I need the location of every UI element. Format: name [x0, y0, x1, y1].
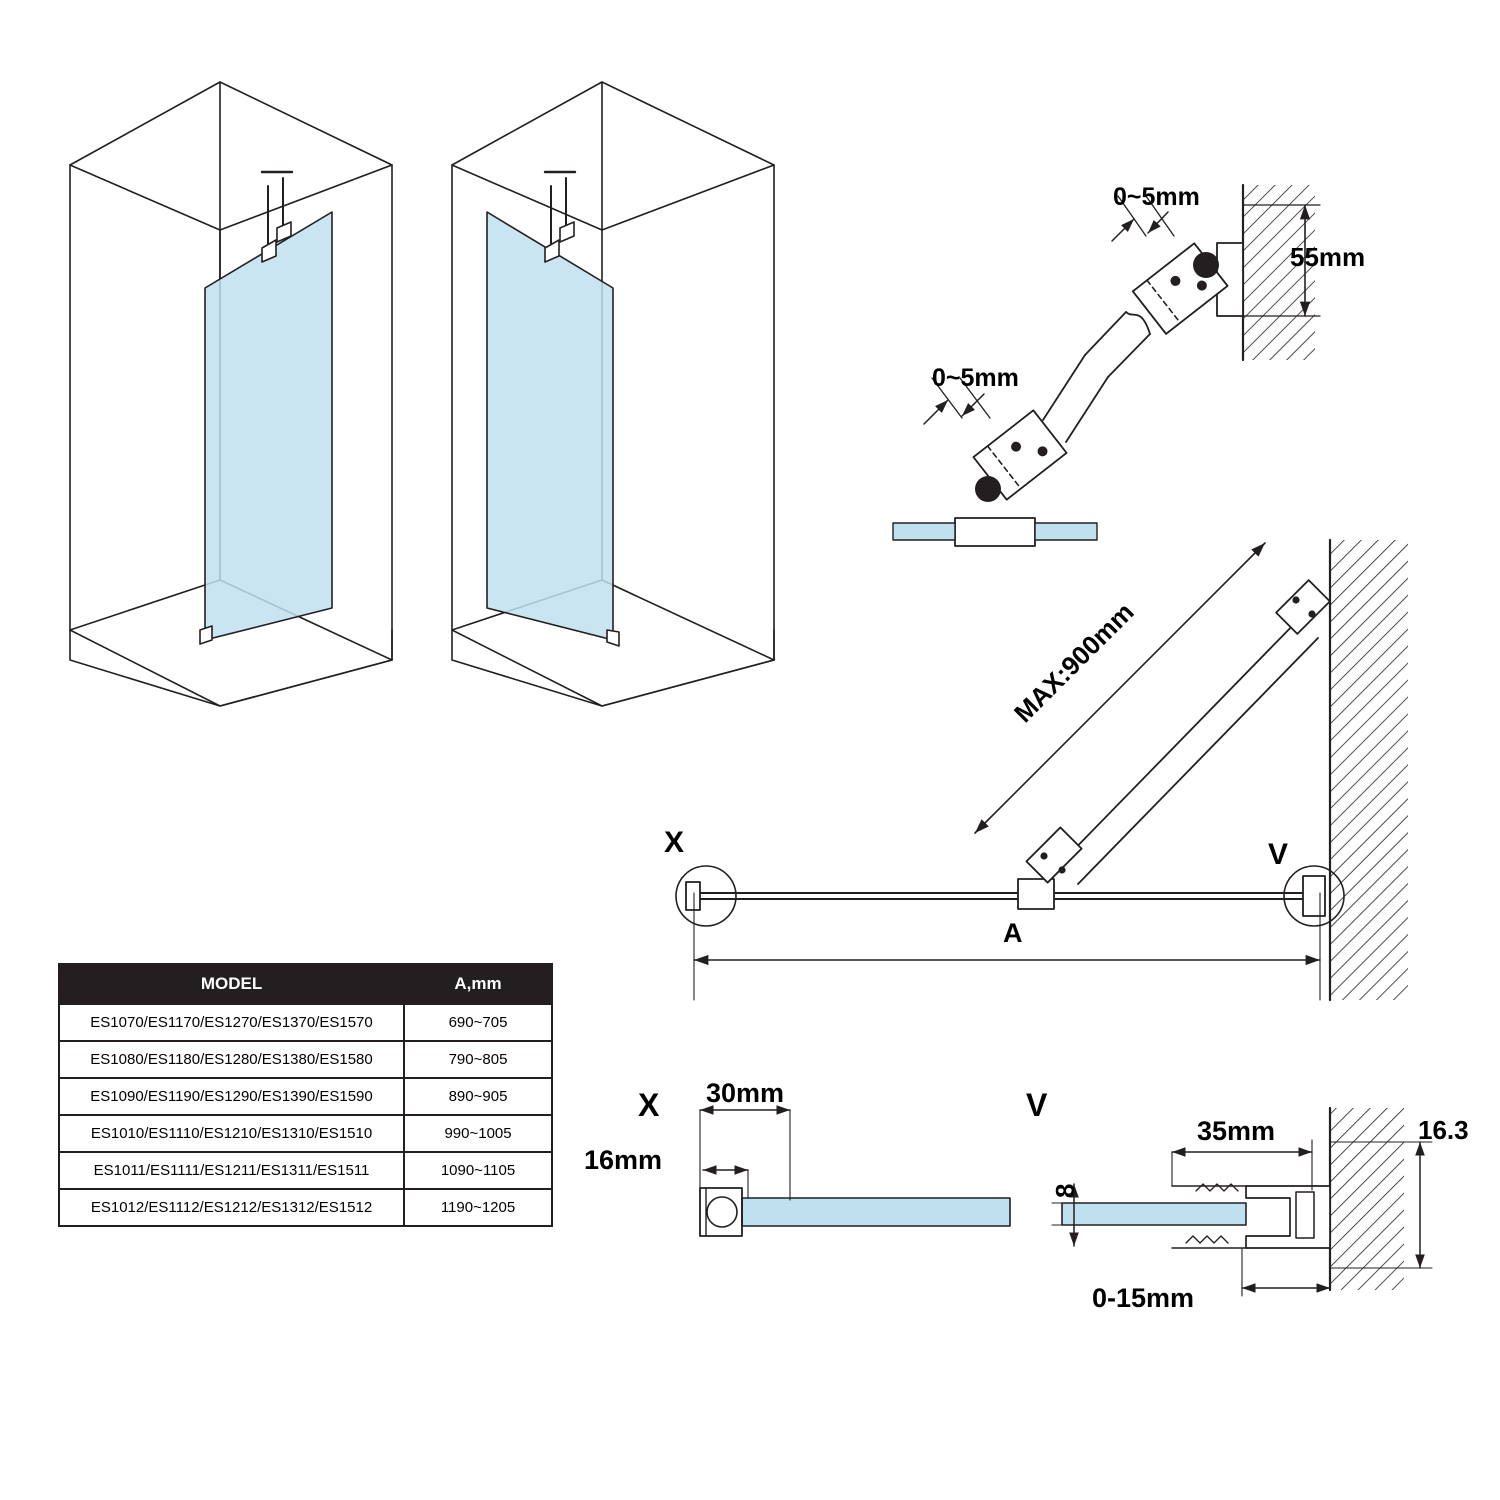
label-width-a: A — [1003, 918, 1023, 948]
cell-model: ES1070/ES1170/ES1270/ES1370/ES1570 — [59, 1004, 404, 1041]
label-gap-bottom: 0~5mm — [932, 364, 1019, 392]
detail-x — [700, 1110, 1010, 1236]
table-row — [59, 1189, 552, 1226]
table-row — [59, 1078, 552, 1115]
plan-view — [676, 540, 1408, 1000]
label-detail-x-inner-width: 16mm — [584, 1145, 663, 1175]
label-wall-plate-height: 55mm — [1290, 242, 1366, 272]
cell-model: ES1011/ES1111/ES1211/ES1311/ES1511 — [59, 1152, 404, 1189]
enclosure-view-right — [452, 82, 774, 706]
table-row — [59, 1041, 552, 1078]
cell-a: 790~805 — [404, 1041, 552, 1078]
column-header-model: MODEL — [59, 964, 404, 1004]
cell-model: ES1010/ES1110/ES1210/ES1310/ES1510 — [59, 1115, 404, 1152]
cell-model: ES1090/ES1190/ES1290/ES1390/ES1590 — [59, 1078, 404, 1115]
label-profile-height: 16.3 — [1418, 1115, 1469, 1145]
callout-v-detail: V — [1026, 1087, 1048, 1123]
label-detail-x-width: 30mm — [706, 1078, 785, 1108]
label-gap-top: 0~5mm — [1113, 183, 1200, 211]
cell-model: ES1080/ES1180/ES1280/ES1380/ES1580 — [59, 1041, 404, 1078]
table-header-row — [59, 964, 552, 1004]
cell-a: 890~905 — [404, 1078, 552, 1115]
callout-x-plan: X — [664, 826, 685, 859]
label-glass-thickness: 8 — [1050, 1183, 1080, 1198]
cell-a: 990~1005 — [404, 1115, 552, 1152]
table-row — [59, 1115, 552, 1152]
callout-x-detail: X — [638, 1087, 660, 1123]
cell-a: 1090~1105 — [404, 1152, 552, 1189]
column-header-a: A,mm — [404, 964, 552, 1004]
cell-model: ES1012/ES1112/ES1212/ES1312/ES1512 — [59, 1189, 404, 1226]
label-max-bar-length: MAX:900mm — [1008, 596, 1140, 729]
callout-v-plan: V — [1268, 838, 1289, 871]
label-wall-adjustment: 0-15mm — [1092, 1283, 1195, 1313]
cell-a: 1190~1205 — [404, 1189, 552, 1226]
table-row — [59, 1004, 552, 1041]
enclosure-view-left — [70, 82, 392, 706]
label-detail-v-width: 35mm — [1197, 1116, 1276, 1146]
table-row — [59, 1152, 552, 1189]
cell-a: 690~705 — [404, 1004, 552, 1041]
model-dimension-table — [58, 963, 553, 1227]
